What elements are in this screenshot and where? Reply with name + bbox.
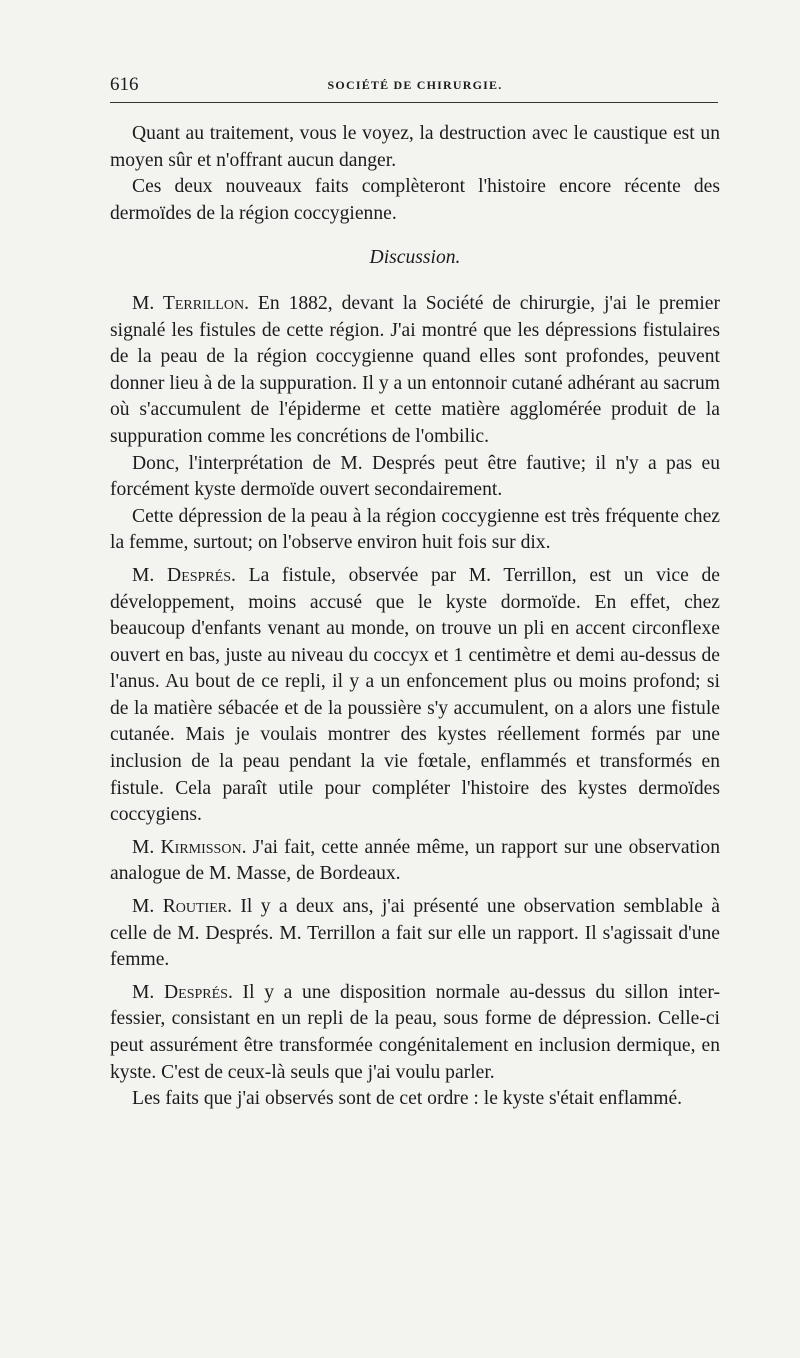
speech-text: Il y a une disposition normale au-dessus du sillon inter-fessier, consistant en un repli de la peau, sous forme de dépression. Celle-ci peut assurément être transformée congénitalement en inclusion dermique, en kyste. C'est de ceux-là seuls que j'ai voulu parler.	[110, 981, 720, 1083]
speech-text: Il y a deux ans, j'ai présenté une observation semblable à celle de M. Després. M. Terrillon a fait sur elle un rapport. Il s'agissait d'une femme.	[110, 896, 720, 971]
speaker-paragraph	[110, 291, 720, 451]
section-heading: Discussion.	[369, 247, 461, 269]
paragraph: Donc, l'interprétation de M. Després peut être fautive; il n'y a pas eu forcément kyste dermoïde ouvert secondairement.	[110, 452, 720, 501]
speech-text: J'ai fait, cette année même, un rapport sur une observation analogue de M. Masse, de Bordeaux.	[110, 836, 720, 885]
speaker-name: M. Després.	[132, 981, 233, 1003]
speaker-paragraph	[110, 835, 720, 888]
page-header	[110, 66, 720, 94]
speech-text: En 1882, devant la Société de chirurgie, j'ai le premier signalé les fistules de cette région. J'ai montré que les dépressions fistulaires de la peau de la région coccygienne quand elles sont profondes, peuvent donner lieu à de la suppuration. Il y a un entonnoir cutané adhérant au sacrum où s'accumulent de l'épiderme et cette matière agglomérée produit de la suppuration comme les concrétions de l'ombilic.	[110, 292, 720, 447]
paragraph: Quant au traitement, vous le voyez, la destruction avec le caustique est un moyen sûr et n'offrant aucun danger.	[110, 123, 720, 171]
paragraph: Ces deux nouveaux faits complèteront l'histoire encore récente des dermoïdes de la région coccygienne.	[110, 176, 720, 224]
speaker-paragraph	[110, 894, 720, 974]
speaker-name: M. Després.	[132, 564, 236, 586]
speaker-name: M. Terrillon.	[132, 292, 249, 314]
speaker-name: M. Routier.	[132, 896, 232, 918]
paragraph: Les faits que j'ai observés sont de cet ordre : le kyste s'était enflammé.	[132, 1088, 683, 1110]
body-text	[110, 121, 720, 1113]
speaker-name: M. Kirmisson.	[132, 836, 247, 858]
header-rule	[110, 102, 718, 103]
running-head: SOCIÉTÉ DE CHIRURGIE.	[327, 78, 503, 92]
speaker-paragraph	[110, 980, 720, 1086]
speech-text: La fistule, observée par M. Terrillon, est un vice de développement, moins accusé que le kyste dormoïde. En effet, chez beaucoup d'enfants venant au monde, on trouve un pli en accent circonflexe ouvert en bas, juste au niveau du coccyx et 1 centimètre et demi au-dessus de l'anus. Au bout de ce repli, il y a un enfoncement plus ou moins profond; si de la matière sébacée et de la poussière s'y accumulent, on a alors une fistule cutanée. Mais je voulais montrer des kystes réellement formés par une inclusion de la peau pendant la vie fœtale, enflammés et transformés en fistule. Cela paraît utile pour compléter l'histoire des kystes dermoïdes coccygiens.	[110, 564, 720, 826]
page-number: 616	[110, 74, 139, 95]
speaker-paragraph	[110, 563, 720, 829]
paragraph: Cette dépression de la peau à la région coccygienne est très fréquente chez la femme, surtout; on l'observe environ huit fois sur dix.	[110, 505, 720, 554]
